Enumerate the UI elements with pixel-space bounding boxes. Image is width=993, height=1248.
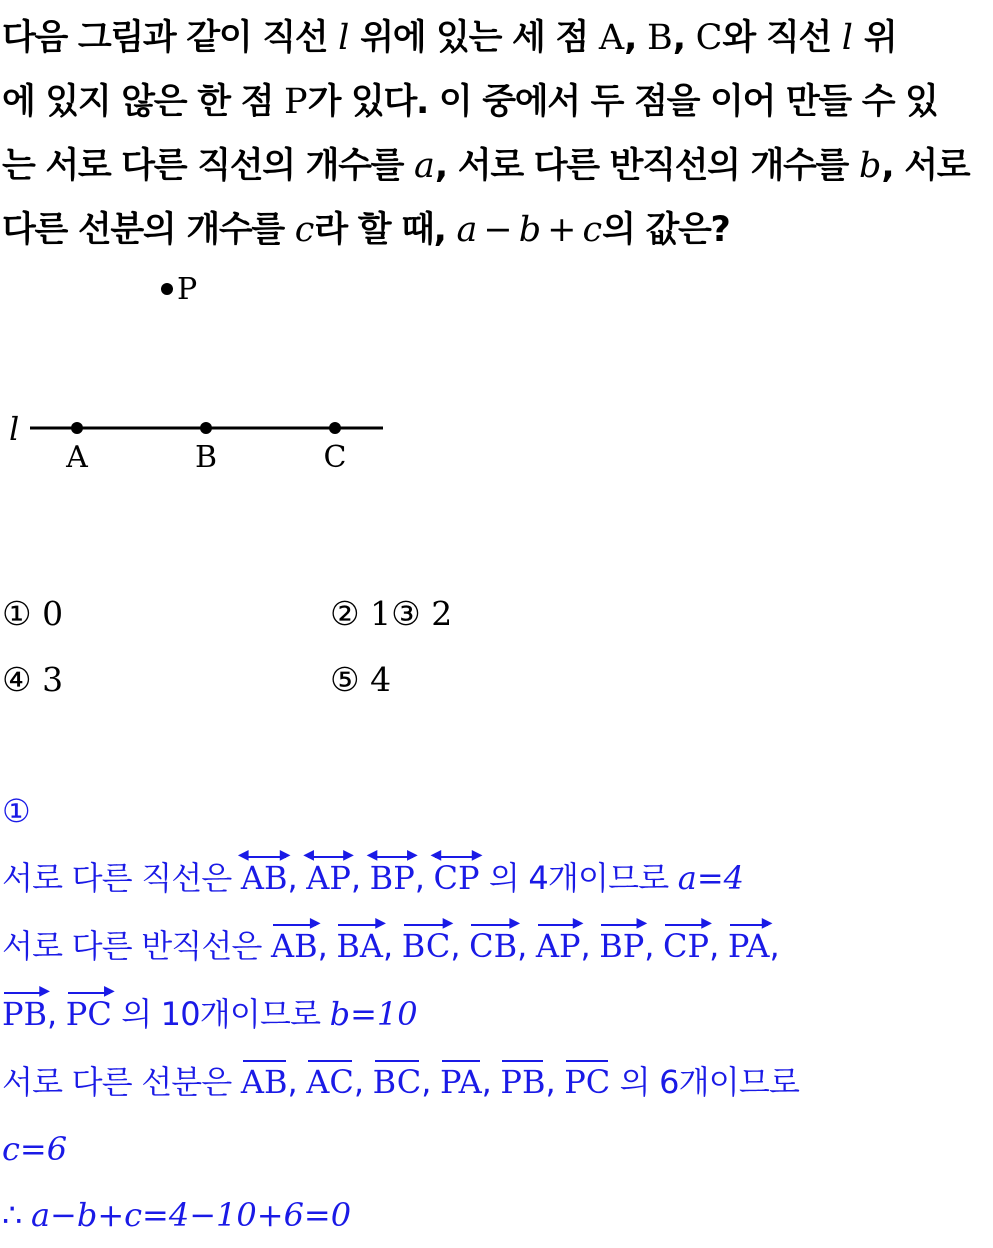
- question-text-fragment: 가 있다. 이 중에서 두 점을 이어 만들 수 있: [307, 82, 938, 122]
- geometry-figure: [0, 262, 400, 492]
- rays-list: [2, 983, 121, 1033]
- equation-a: a=4: [677, 859, 744, 897]
- segment-notation: [306, 1060, 354, 1101]
- choice-number: ③: [391, 594, 421, 633]
- question-text-fragment: 위에 있는 세 점: [349, 18, 599, 58]
- question-line-3: [2, 134, 992, 198]
- segment-overbar: [566, 1060, 608, 1062]
- segment-name: PC: [564, 1063, 611, 1101]
- solution-lines-row: [2, 844, 992, 912]
- variable-a: a: [414, 146, 435, 186]
- segment-notation: [372, 1060, 422, 1101]
- separator-comma: ,: [287, 859, 307, 897]
- ray-notation: [469, 915, 521, 965]
- spacer: [112, 995, 121, 1033]
- segment-notation: [439, 1060, 482, 1101]
- segment-name: PB: [500, 1063, 546, 1101]
- arrowhead-right-icon: ▶: [343, 847, 354, 863]
- choice-value: 4: [370, 660, 392, 699]
- ray-name: AP: [535, 927, 581, 965]
- arrowhead-left-icon: ◀: [237, 847, 249, 863]
- choice-value: 0: [42, 594, 64, 633]
- segment-notation: [240, 1060, 288, 1101]
- point-name: B: [647, 18, 673, 58]
- ray-name: PA: [727, 927, 770, 965]
- question-text: [2, 6, 992, 262]
- lines-list: [237, 847, 489, 897]
- line-notation: [430, 847, 483, 897]
- segments-list: [241, 1063, 620, 1101]
- separator-comma: ,: [481, 1063, 501, 1101]
- separator-comma: ,: [769, 927, 779, 965]
- solution-segs-label: 서로 다른 선분은: [2, 1063, 241, 1101]
- variable-c: c: [582, 210, 603, 250]
- point-c-label: C: [323, 440, 347, 475]
- solution-c-row: [2, 1116, 992, 1182]
- ray-notation: [401, 915, 454, 965]
- solution: [2, 778, 992, 1248]
- question-line-1: [2, 6, 992, 70]
- ray-notation: [65, 983, 115, 1033]
- arrowhead-right-icon: ▶: [509, 915, 521, 931]
- arrowhead-left-icon: ◀: [303, 847, 315, 863]
- separator-comma: ,: [350, 859, 370, 897]
- point-a-label: A: [66, 440, 88, 475]
- separator-comma: ,: [353, 1063, 373, 1101]
- variable-b: b: [518, 210, 542, 250]
- solution-lines-label: 서로 다른 직선은: [2, 859, 241, 897]
- final-equation: a−b+c=4−10+6=0: [30, 1196, 352, 1234]
- spacer: [479, 859, 488, 897]
- arrowhead-left-icon: ◀: [430, 847, 442, 863]
- segment-name: PA: [439, 1063, 482, 1101]
- segment-name: AC: [306, 1063, 354, 1101]
- separator-comma: ,: [383, 927, 402, 965]
- point-a-dot: [71, 422, 83, 434]
- choice-value: 1: [370, 594, 392, 633]
- arrowhead-right-icon: ▶: [442, 915, 454, 931]
- separator-comma: ,: [47, 995, 66, 1033]
- segment-overbar: [308, 1060, 352, 1062]
- question-text-fragment: 위: [852, 18, 897, 58]
- separator-comma: ,: [421, 1063, 440, 1101]
- question-text-fragment: 의 값은?: [602, 210, 730, 250]
- arrowhead-right-icon: ▶: [375, 915, 387, 931]
- ray-notation: [663, 915, 713, 965]
- arrowhead-right-icon: ▶: [406, 847, 418, 863]
- arrowhead-right-icon: ▶: [636, 915, 648, 931]
- point-b-dot: [200, 422, 212, 434]
- ray-name: AB: [271, 927, 318, 965]
- point-name: P: [284, 82, 308, 122]
- ray-name: CB: [469, 927, 518, 965]
- ray-notation: [336, 915, 387, 965]
- ray-notation: [2, 983, 51, 1033]
- rays-list: [271, 915, 779, 965]
- segment-overbar: [502, 1060, 543, 1062]
- question-text-fragment: 와 직선: [722, 18, 842, 58]
- solution-rays-row: [2, 912, 992, 980]
- ray-name: CP: [663, 927, 710, 965]
- segment-overbar: [442, 1060, 480, 1062]
- ray-notation: [271, 915, 321, 965]
- arrowhead-right-icon: ▶: [39, 983, 51, 999]
- line-variable: l: [841, 18, 853, 58]
- question-text-fragment: 라 할 때,: [314, 210, 457, 250]
- arrowhead-right-icon: ▶: [701, 915, 713, 931]
- separator-comma: ,: [414, 859, 434, 897]
- separator-comma: ,: [644, 927, 664, 965]
- point-p-dot: [161, 283, 173, 295]
- ray-notation: [727, 915, 773, 965]
- ray-name: PB: [2, 995, 48, 1033]
- variable-a: a: [456, 210, 478, 250]
- solution-rays-suffix: 의 10개이므로: [121, 995, 330, 1033]
- arrowhead-right-icon: ▶: [572, 915, 584, 931]
- point-b-label: B: [194, 440, 218, 475]
- question-text-fragment: 는 서로 다른 직선의 개수를: [2, 146, 415, 186]
- ray-name: BP: [599, 927, 645, 965]
- minus-sign: −: [483, 210, 513, 250]
- choice-value: 2: [431, 594, 453, 633]
- line-notation: [303, 847, 354, 897]
- choice-number: ⑤: [330, 660, 360, 699]
- separator-comma: ,: [287, 1063, 307, 1101]
- choice-number: ①: [2, 594, 32, 633]
- line-name: CP: [433, 859, 480, 897]
- point-name: A: [598, 18, 625, 58]
- point-c-dot: [329, 422, 341, 434]
- line-name: AB: [240, 859, 288, 897]
- separator-comma: ,: [517, 927, 536, 965]
- arrowhead-right-icon: ▶: [309, 915, 321, 931]
- choice-number: ④: [2, 660, 32, 699]
- variable-c: c: [294, 210, 315, 250]
- solution-segs-row: [2, 1048, 992, 1116]
- line-notation: [366, 847, 418, 897]
- line-l-label: l: [9, 410, 20, 448]
- separator-comma: ,: [450, 927, 470, 965]
- question-text-fragment: 다음 그림과 같이 직선: [2, 18, 339, 58]
- point-p-label: P: [177, 272, 198, 307]
- arrowhead-right-icon: ▶: [104, 983, 115, 999]
- comma: ,: [672, 18, 696, 58]
- spacer: [610, 1063, 619, 1101]
- segment-overbar: [375, 1060, 420, 1062]
- solution-final-row: [2, 1182, 992, 1248]
- segment-name: AB: [240, 1063, 288, 1101]
- choice-1[interactable]: [2, 594, 63, 633]
- line-name: AP: [306, 859, 351, 897]
- choice-value: 3: [42, 660, 64, 699]
- line-notation: [237, 847, 291, 897]
- solution-rays-label: 서로 다른 반직선은: [2, 927, 272, 965]
- segment-name: BC: [372, 1063, 422, 1101]
- arrowhead-right-icon: ▶: [471, 847, 483, 863]
- arrowhead-left-icon: ◀: [366, 847, 378, 863]
- separator-comma: ,: [709, 927, 728, 965]
- solution-answer: [2, 778, 992, 844]
- therefore-symbol: ∴: [2, 1196, 31, 1234]
- solution-rays-row-2: [2, 980, 992, 1048]
- ray-name: BA: [336, 927, 384, 965]
- line-name: BP: [369, 859, 415, 897]
- segment-notation: [500, 1060, 546, 1101]
- comma: ,: [624, 18, 648, 58]
- ray-notation: [599, 915, 648, 965]
- question-text-fragment: 에 있지 않은 한 점: [2, 82, 284, 122]
- equation-b: b=10: [329, 995, 418, 1033]
- question-line-4: [2, 198, 992, 262]
- segment-notation: [564, 1060, 611, 1101]
- question-text-fragment: 다른 선분의 개수를: [2, 210, 295, 250]
- separator-comma: ,: [580, 927, 600, 965]
- equation-c: c=6: [2, 1130, 68, 1168]
- question-text-fragment: , 서로: [881, 146, 970, 186]
- question-text-fragment: , 서로 다른 반직선의 개수를: [434, 146, 859, 186]
- arrowhead-right-icon: ▶: [279, 847, 291, 863]
- solution-lines-suffix: 의 4개이므로: [488, 859, 678, 897]
- segment-overbar: [243, 1060, 286, 1062]
- point-name: C: [695, 18, 723, 58]
- ray-name: PC: [65, 995, 112, 1033]
- choice-4[interactable]: [2, 660, 63, 699]
- choice-5[interactable]: [330, 660, 391, 699]
- arrowhead-right-icon: ▶: [761, 915, 773, 931]
- ray-notation: [535, 915, 584, 965]
- plus-sign: +: [547, 210, 577, 250]
- line-variable: l: [338, 18, 350, 58]
- separator-comma: ,: [545, 1063, 565, 1101]
- choice-2-3[interactable]: [330, 594, 452, 633]
- solution-segs-suffix: 의 6개이므로: [619, 1063, 800, 1101]
- answer-number: ①: [2, 792, 30, 830]
- choice-number: ②: [330, 594, 360, 633]
- ray-name: BC: [401, 927, 451, 965]
- question-line-2: [2, 70, 992, 134]
- variable-b: b: [858, 146, 882, 186]
- separator-comma: ,: [317, 927, 337, 965]
